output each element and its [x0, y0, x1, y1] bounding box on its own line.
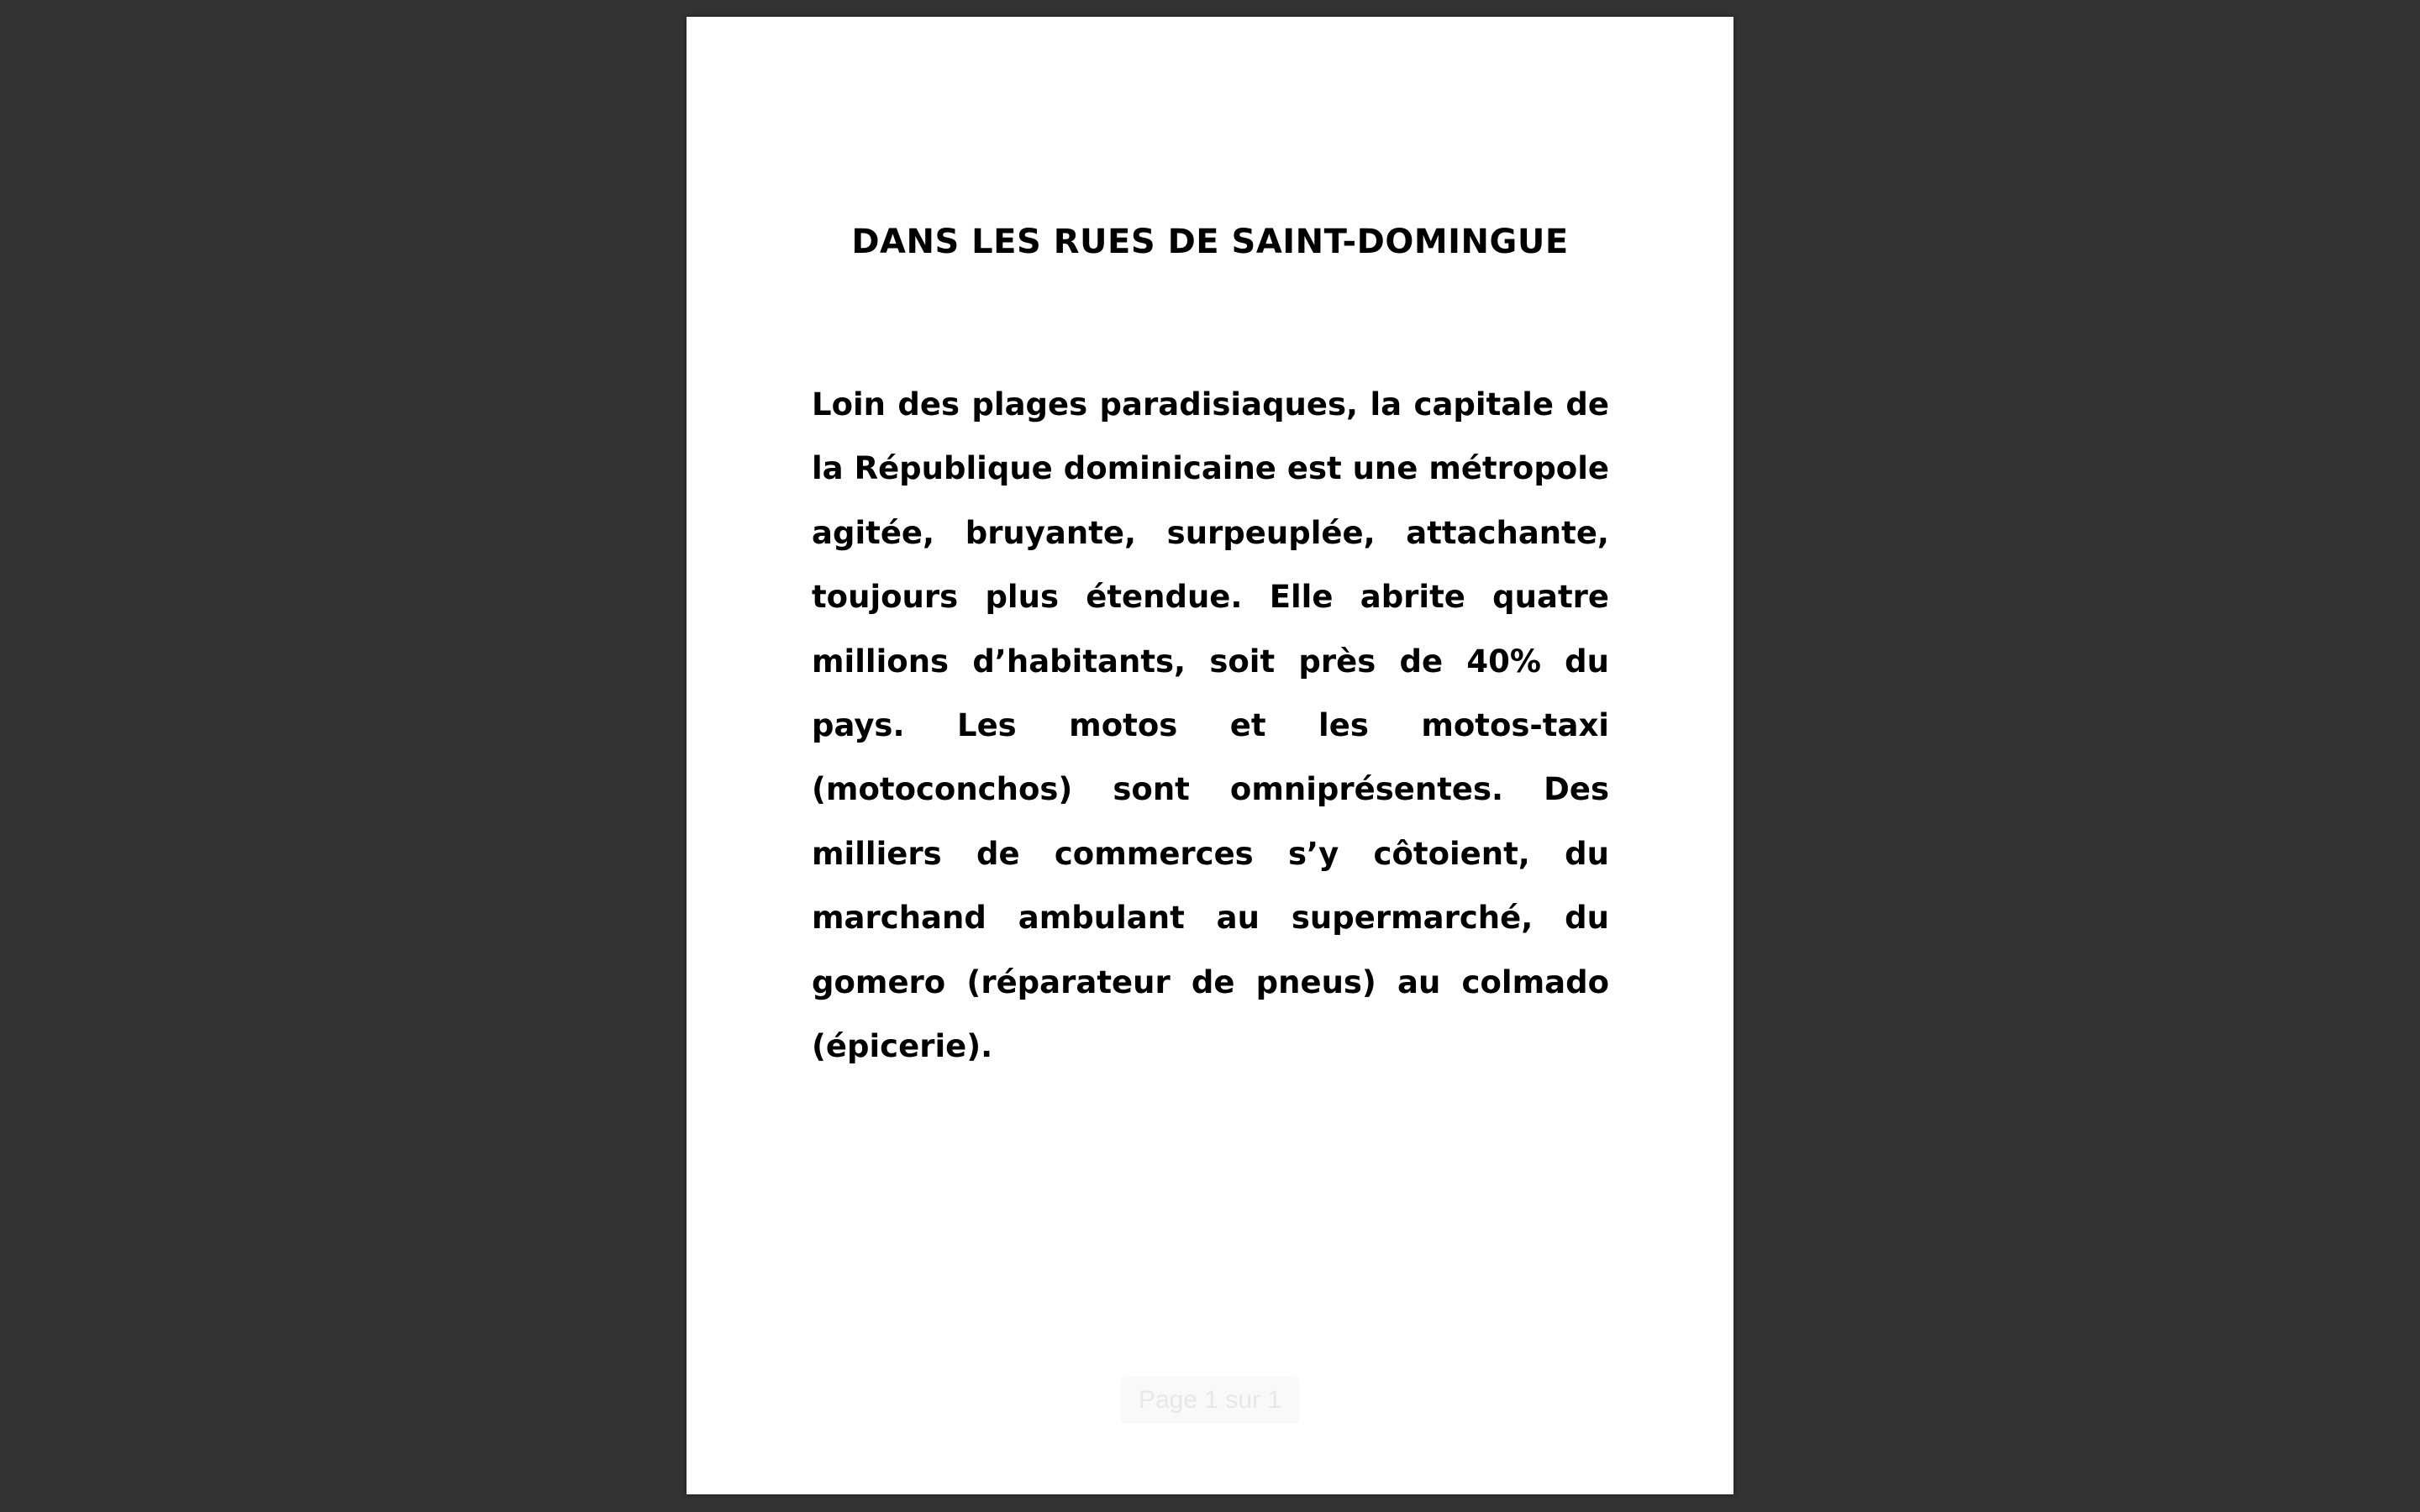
document-paragraph: Loin des plages paradisiaques, la capitale de la République dominicaine est une métropole agitée, bruyante, surpeuplée, attachante, toujours plus étendue. Elle abrite quatre millions d’habitants, soit près de 40% du pays. Les motos et les motos-taxi (motoconchos) sont omniprésentes. Des milliers de commerces s’y côtoient, du marchand ambulant au supermarché, du gomero (réparateur de pneus) au colmado (épicerie).	[812, 386, 1609, 1065]
document-title: DANS LES RUES DE SAINT-DOMINGUE	[851, 223, 1569, 261]
page-indicator: Page 1 sur 1	[1121, 1377, 1299, 1424]
document-page	[687, 17, 1733, 1494]
